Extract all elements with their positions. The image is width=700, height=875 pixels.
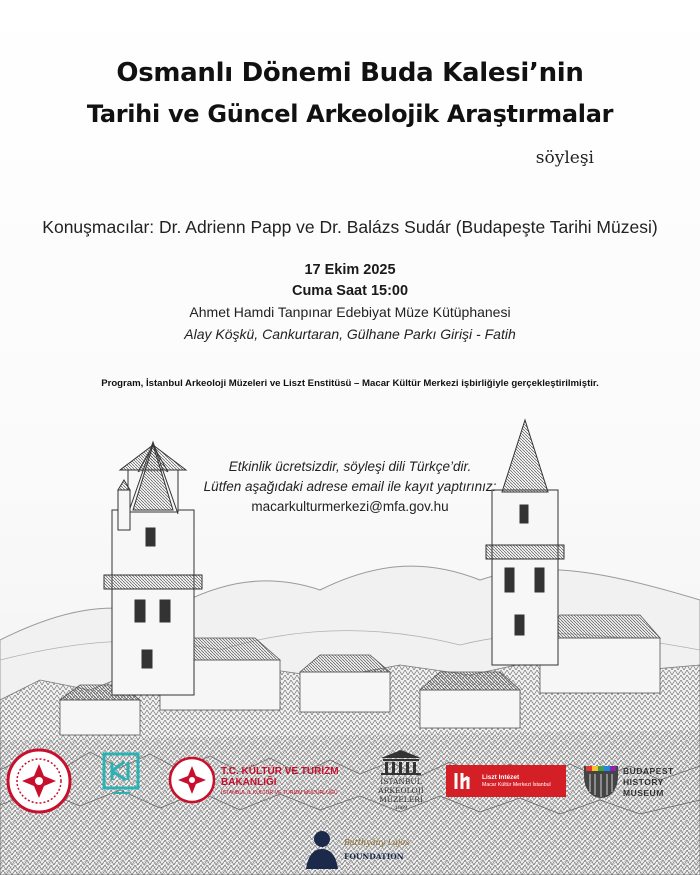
ministry-name-line-2: BAKANLIĞI (221, 777, 277, 788)
budapest-history-museum-icon (582, 762, 620, 800)
bhm-name-line-3: MUSEUM (623, 788, 664, 798)
museum-name-line-2: ARKEOLOJİ (378, 786, 424, 795)
ministry-name-line-1: T.C. KÜLTÜR VE TURİZM (221, 766, 339, 777)
archaeology-museum-building-icon (378, 748, 424, 776)
event-type-label: söyleşi (535, 148, 594, 168)
event-date: 17 Ekim 2025 (304, 262, 396, 278)
museum-name-line-3: MÜZELERİ (379, 795, 423, 804)
ministry-name-line-3: İSTANBUL İL KÜLTÜR VE TURİZM MÜDÜRLÜĞÜ (221, 790, 338, 796)
event-venue: Ahmet Hamdi Tanpınar Edebiyat Müze Kütüphanesi (189, 304, 511, 320)
museum-year: 1869 (394, 805, 408, 811)
ministry-emblem-logo (168, 756, 216, 804)
foundation-script-name: Batthyány Lajos (344, 838, 410, 847)
liszt-mark-icon (450, 765, 478, 797)
speakers-line: Konuşmacılar: Dr. Adrienn Papp ve Dr. Balázs Sudár (Budapeşte Tarihi Müzesi) (42, 217, 658, 237)
program-note: Program, İstanbul Arkeoloji Müzeleri ve Liszt Enstitüsü – Macar Kültür Merkezi işbirliğiyle gerçekleştirilmiştir. (101, 378, 599, 389)
liszt-name-line-1: Liszt Intézet (482, 774, 520, 781)
bhm-name-line-1: BUDAPEST (623, 766, 674, 776)
foundation-portrait-icon (300, 827, 340, 869)
liszt-institute-logo (446, 765, 566, 797)
event-address: Alay Köşkü, Cankurtaran, Gülhane Parkı Girişi - Fatih (184, 326, 516, 342)
registration-email[interactable]: macarkulturmerkezi@mfa.gov.hu (251, 499, 449, 514)
ministry-seal-logo (6, 748, 72, 814)
title-line-1: Osmanlı Dönemi Buda Kalesi’nin (116, 58, 584, 88)
foundation-name: FOUNDATION (344, 852, 404, 861)
bhm-name-line-2: HISTORY (623, 777, 664, 787)
liszt-name-line-2: Macar Kültür Merkezi İstanbul (482, 782, 551, 788)
museum-name-line-1: İSTANBUL (380, 777, 422, 786)
event-time: Cuma Saat 15:00 (291, 283, 409, 299)
free-entry-note: Etkinlik ücretsizdir, söyleşi dili Türkçe’dir. (228, 459, 472, 474)
title-line-2: Tarihi ve Güncel Arkeolojik Araştırmalar (86, 100, 614, 128)
registration-note: Lütfen aşağıdaki adrese email ile kayıt yaptırınız: (203, 479, 497, 494)
teal-emblem-logo (100, 752, 144, 798)
